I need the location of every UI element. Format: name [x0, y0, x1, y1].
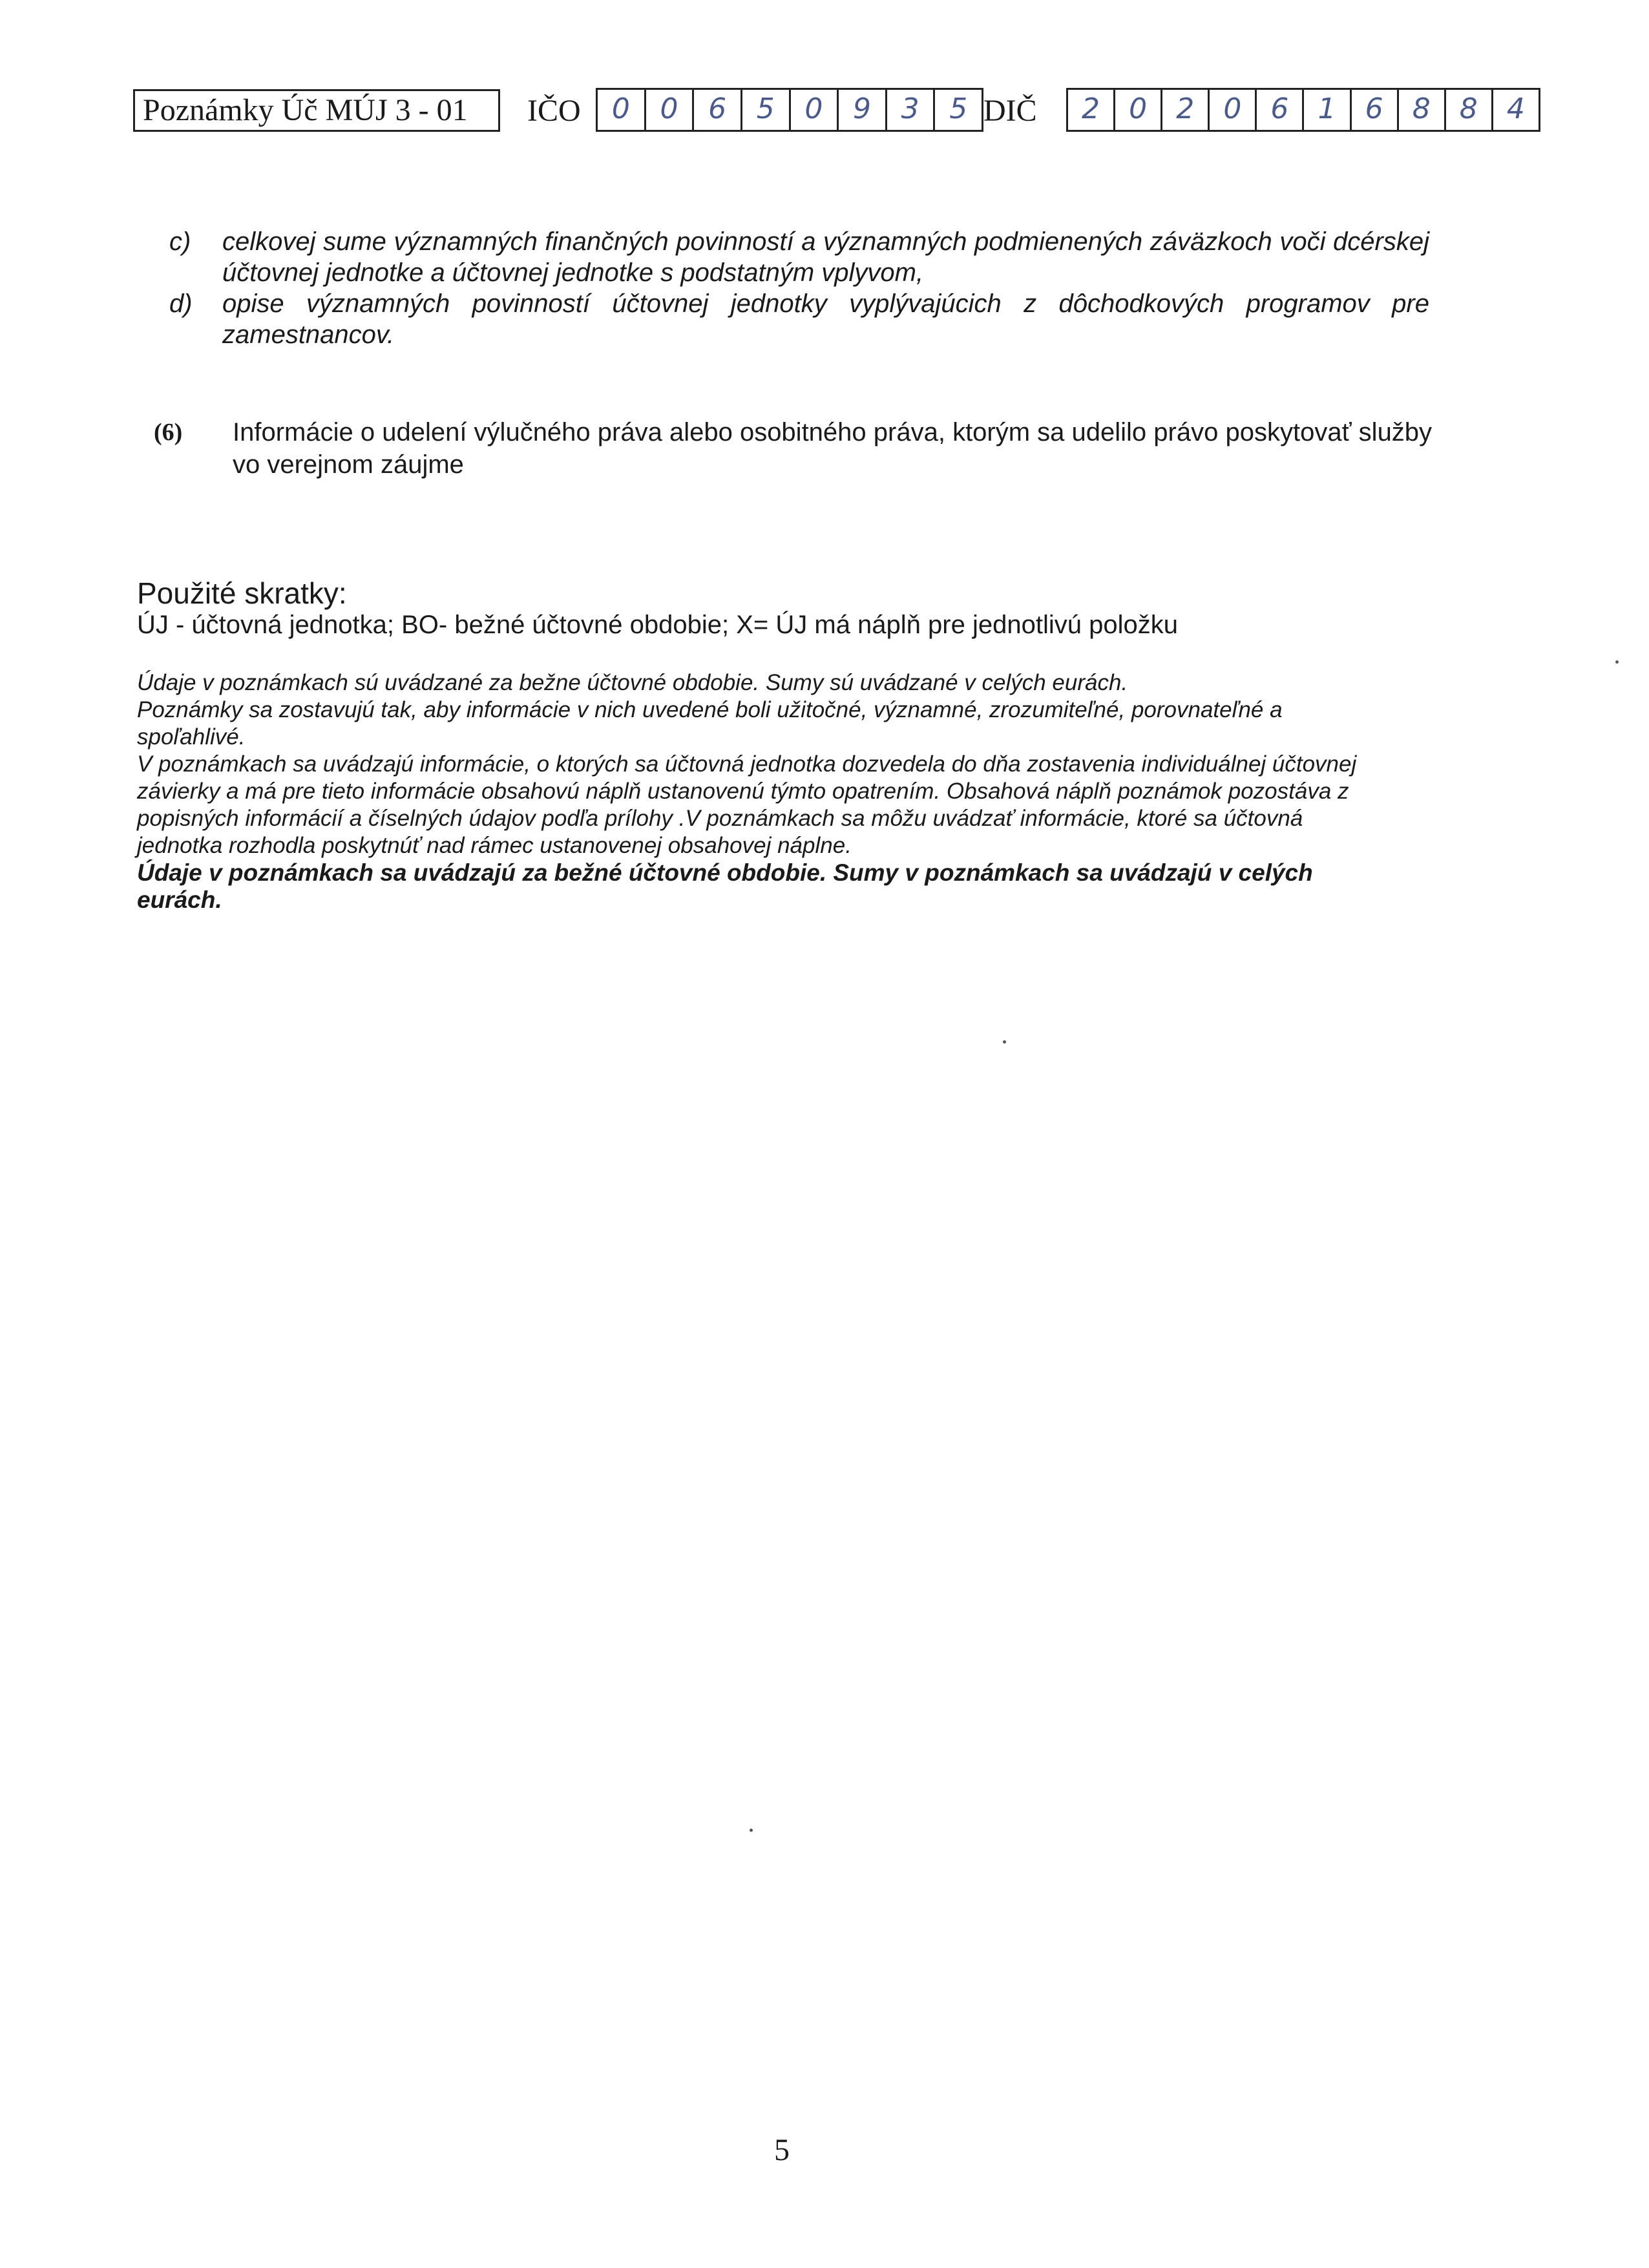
notes-block — [137, 669, 1391, 914]
disclosure-list — [169, 226, 1429, 350]
list-marker: d) — [169, 289, 193, 318]
notes-paragraph: Údaje v poznámkach sú uvádzané za bežne účtovné obdobie. Sumy sú uvádzané v celých eurách. — [137, 670, 1128, 695]
section-number: (6) — [154, 419, 183, 446]
ico-digit: 0 — [598, 90, 646, 130]
ico-digit: 3 — [887, 90, 936, 130]
section-6 — [154, 416, 1433, 481]
ico-label: IČO — [527, 94, 581, 128]
list-item — [169, 226, 1429, 288]
notes-paragraph: V poznámkach sa uvádzajú informácie, o ktorých sa účtovná jednotka dozvedela do dňa zostavenia individuálnej účtovnej závierky a má pre tieto informácie obsahovú náplň ustanovenú týmto opatrením. Obsahová náplň poznámok pozostáva z popisných informácií a číselných údajov podľa prílohy .V poznámkach sa môžu uvádzať informácie, ktoré sa účtovná jednotka rozhodla poskytnúť nad rámec ustanovenej obsahovej náplne. — [137, 751, 1357, 858]
dic-digit: 2 — [1162, 90, 1210, 130]
scan-speck — [1003, 1040, 1006, 1044]
form-label: Poznámky Úč MÚJ 3 - 01 — [133, 89, 500, 132]
dic-digit-boxes — [1066, 88, 1540, 132]
notes-bold-paragraph: Údaje v poznámkach sa uvádzajú za bežné účtovné obdobie. Sumy v poznámkach sa uvádzajú v celých eurách. — [137, 859, 1313, 913]
ico-digit: 5 — [742, 90, 791, 130]
list-marker: c) — [169, 227, 191, 256]
dic-digit: 6 — [1257, 90, 1304, 130]
notes-paragraph: Poznámky sa zostavujú tak, aby informácie v nich uvedené boli užitočné, významné, zrozumiteľné, porovnateľné a spoľahlivé. — [137, 697, 1283, 750]
dic-digit: 2 — [1068, 90, 1115, 130]
dic-digit: 8 — [1399, 90, 1446, 130]
abbreviations-heading: Použité skratky: — [137, 576, 347, 610]
scan-speck — [1615, 660, 1619, 664]
dic-digit: 1 — [1304, 90, 1351, 130]
dic-digit: 0 — [1210, 90, 1257, 130]
list-item-text: celkovej sume významných finančných povinností a významných podmienených záväzkoch voči dcérskej účtovnej jednotke a účtovnej jednotke s podstatným vplyvom, — [222, 227, 1429, 287]
scan-speck — [750, 1829, 753, 1832]
ico-digit: 6 — [694, 90, 742, 130]
list-item — [169, 288, 1429, 350]
ico-digit: 9 — [839, 90, 887, 130]
dic-label: DIČ — [983, 94, 1037, 128]
abbreviations-text: ÚJ - účtovná jednotka; BO- bežné účtovné obdobie; X= ÚJ má náplň pre jednotlivú položku — [137, 611, 1178, 639]
dic-digit: 8 — [1446, 90, 1493, 130]
list-item-text: opise významných povinností účtovnej jednotky vyplývajúcich z dôchodkových programov pre zamestnancov. — [222, 289, 1429, 349]
ico-digit: 0 — [791, 90, 839, 130]
ico-digit: 0 — [646, 90, 695, 130]
section-text: Informácie o udelení výlučného práva alebo osobitného práva, ktorým sa udelilo právo poskytovať služby vo verejnom záujme — [233, 418, 1433, 479]
ico-digit-boxes — [596, 88, 983, 132]
ico-digit: 5 — [949, 92, 968, 125]
dic-digit: 4 — [1506, 92, 1525, 125]
dic-digit: 6 — [1352, 90, 1399, 130]
page-number: 5 — [774, 2133, 790, 2167]
dic-digit: 0 — [1115, 90, 1162, 130]
